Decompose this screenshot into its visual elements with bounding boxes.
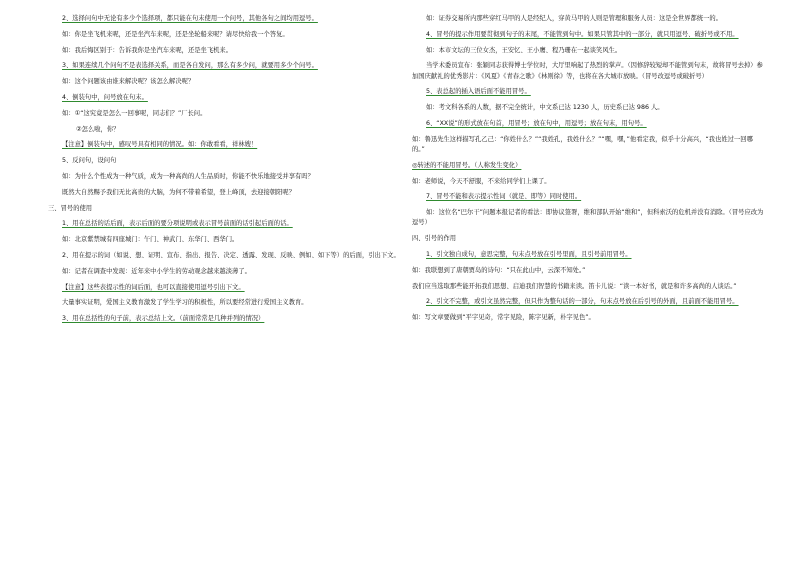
paragraph-text: 如：你是坐飞机来呢，还是坐汽车来呢，还是坐轮船来呢？请尽快给我一个答复。 [62,30,289,38]
paragraph-text: 如：老师说，今天不舒服，不来给同学们上课了。 [412,177,551,185]
paragraph [48,109,400,119]
paragraph [412,161,764,171]
paragraph-text: 如：①“这究竟是怎么一回事呢，同志们？”厂长问。 [62,109,207,117]
paragraph-text: 【注意】这些表提示性的词后面，也可以直接使用逗号引出下文。 [62,283,245,291]
paragraph [412,61,764,81]
paragraph-text: 如：这个问题该由谁来解决呢？该怎么解决呢？ [62,78,195,86]
paragraph [412,87,764,97]
paragraph [412,103,764,113]
paragraph [412,30,764,40]
paragraph-text: 如：我联想到了唐朝贾岛的诗句：“只在此山中，云深不知处。” [412,266,586,274]
paragraph [48,298,400,308]
paragraph [48,251,400,261]
paragraph [48,125,400,135]
paragraph-text: 既然大自然赐予我们无比高贵的大脑，为何不带着希望，登上峰顶，去迎接朝阳呢？ [62,188,295,196]
paragraph-text: 6、“XX说”的形式放在句首，用冒号；放在句中，用逗号；放在句末，用句号。 [426,119,647,127]
paragraph-text: 1、用在总括的话后面，表示后面的要分项说明或表示冒号前面的话引起后面的话。 [62,220,293,228]
paragraph [48,204,400,214]
paragraph [48,61,400,71]
paragraph [412,135,764,155]
right-column [412,14,764,329]
paragraph [48,219,400,229]
paragraph [412,14,764,24]
paragraph-text: 当学术委员宣布：张颖同志获得博士学位时，大厅里响起了热烈的掌声。（因修辞较短却不能管到句末，故将冒号去掉）参加国庆献礼的优秀影片：《风夏》《青春之歌》《林则徐》等，也将在各大城市放映。（冒号改逗号或破折号） [412,62,763,80]
paragraph [412,208,764,228]
paragraph-text: 5、反问句，设问句 [62,157,117,165]
paragraph-text: 1、引文独自成句，意思完整，句末点号放在引号里面，且引号前用冒号。 [426,250,632,258]
paragraph-text: 如：考文科各系的人数，据不完全统计，中文系已达 1230 人，历史系已达 986 人。 [426,104,664,112]
left-column [48,14,400,330]
paragraph-text: 我们应当选取那些能开拓我们思想、启迪我们智慧的书籍来读。笛卡儿说：“读一本好书，就是和许多高尚的人谈话。” [412,282,737,290]
paragraph-text: 4、冒号的提示作用要贯彻到句子的末尾，不能管到句中。如果只管其中的一部分，就只用逗号、破折号或不用。 [426,30,739,38]
paragraph-text: ◎转述的不能用冒号。（人称发生变化） [412,161,522,169]
paragraph-text: 2、选择问句中无论有多少个选择项，都只能在句末使用一个问号，其他各句之间均用逗号。 [62,15,318,22]
paragraph [412,234,764,244]
paragraph [412,282,764,292]
paragraph-text: 如：我后悔区别于：告诉我你是坐汽车来呢，还是坐飞机来。 [62,46,233,54]
paragraph [412,177,764,187]
paragraph-text: 如：本市文坛的三位女杰，王安忆、王小鹰、程乃珊在一起谈笑风生。 [426,46,622,54]
paragraph [412,250,764,260]
paragraph-text: 如：鲁迅先生这样描写孔乙己：“你姓什么？”“我姓孔，我姓什么？”“嘿，嘿，”他看定我，似乎十分高兴，“我也姓过一回哪的。” [412,135,753,153]
paragraph-text: 2、用在提示的词（如说、想、证明、宣布、指出、报告、决定、透露、发现、反映、例如、如下等）的后面，引出下文。 [62,251,400,259]
paragraph [412,297,764,307]
paragraph [48,140,400,150]
paragraph-text: 如：这位名“巴尔干”问题本报记者的看法：即协议签署，维和部队开始“维和”，但科索沃的危机并没有消除。（冒号应改为逗号） [412,209,764,227]
paragraph [48,314,400,324]
paragraph [48,93,400,103]
paragraph [48,188,400,198]
paragraph-text: 3、如果连续几个问句不是表选择关系，而是各自发问，那么有多少问，就要用多少个问号。 [62,62,318,70]
paragraph-text: 2、引文不完整，或引文虽然完整，但只作为整句话的一部分，句末点号放在后引号的外面，且前面不能用冒号。 [426,298,739,306]
paragraph [48,156,400,166]
paragraph [48,46,400,56]
paragraph-text: 大量事实证明，爱国主义教育激发了学生学习的积极性，所以要经常进行爱国主义教育。 [62,299,308,307]
paragraph-text: 7、冒号不能和表示提示性词（就是、即等）同时使用。 [426,193,582,201]
paragraph [412,46,764,56]
paragraph [48,172,400,182]
paragraph-text: 3、用在总括性的句子前，表示总结上文。（前面常常是几种并列的情况） [62,315,265,323]
paragraph [48,77,400,87]
paragraph-text: 如：记者在调查中发现：近年来中小学生的劳动观念越来越淡薄了。 [62,267,251,275]
paragraph-text: 如：为什么个性成为一种气质，成为一种高尚的人生品质时，你能不快乐地接受并享有吗？ [62,172,314,180]
paragraph-text: 四、引号的作用 [412,235,457,243]
paragraph [48,283,400,293]
paragraph-text: 如：写文章要做到“平字见奇，常字见险，陈字见新，朴字见色”。 [412,314,595,322]
paragraph [48,14,400,24]
paragraph [48,235,400,245]
paragraph [48,30,400,40]
paragraph-text: 5、表总起的插入语后面不能用冒号。 [426,88,531,96]
paragraph [412,266,764,276]
paragraph-text: 如：证券交易所内那些穿红马甲的人是经纪人，穿黄马甲的人则是管理和服务人员：这是全世界都统一的。 [426,15,722,22]
paragraph [412,192,764,202]
paragraph-text: 如：北京紫禁城有四座城门：午门、神武门、东华门、西华门。 [62,236,239,244]
paragraph-text: 三、冒号的使用 [48,204,93,212]
paragraph-text: ②怎么啦，你？ [62,125,120,133]
paragraph [412,119,764,129]
paragraph [412,313,764,323]
paragraph-text: 4、倒装句中，问号放在句末。 [62,93,148,101]
paragraph [48,267,400,277]
paragraph-text: 【注意】倒装句中，感叹号具有相同的情况。如：你敢看看，祥林嫂！ [62,141,258,149]
